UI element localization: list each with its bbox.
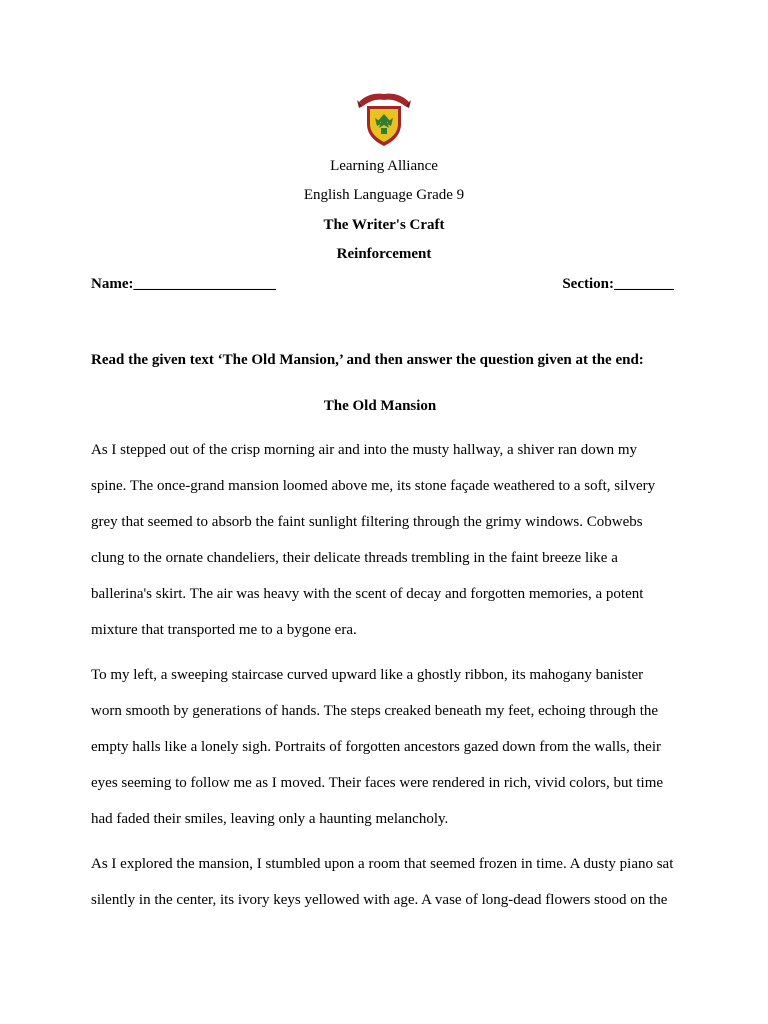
instruction-text: Read the given text ‘The Old Mansion,’ and then answer the question given at the end: — [91, 352, 644, 368]
paragraph-line: mixture that transported me to a bygone era. — [91, 621, 357, 638]
worksheet-subtitle: Reinforcement — [336, 246, 432, 262]
school-name: Learning Alliance — [330, 158, 438, 174]
paragraph-1 — [91, 433, 691, 648]
paragraph-line: ballerina's skirt. The air was heavy with the scent of decay and forgotten memories, a potent — [91, 585, 644, 602]
paragraph-line: eyes seeming to follow me as I moved. Their faces were rendered in rich, vivid colors, but time — [91, 774, 664, 791]
school-crest-icon — [355, 92, 413, 148]
paragraph-line: clung to the ornate chandeliers, their delicate threads trembling in the faint breeze like a — [91, 549, 618, 566]
paragraph-line: grey that seemed to absorb the faint sunlight filtering through the grimy windows. Cobwebs — [91, 513, 643, 530]
paragraph-line: had faded their smiles, leaving only a haunting melancholy. — [91, 810, 449, 827]
paragraph-3 — [91, 847, 691, 919]
subject-grade: English Language Grade 9 — [303, 187, 465, 203]
paragraph-line: empty halls like a lonely sigh. Portraits of forgotten ancestors gazed down from the walls, their — [91, 738, 662, 755]
paragraph-line: To my left, a sweeping staircase curved upward like a ghostly ribbon, its mahogany banister — [91, 667, 644, 683]
passage-title: The Old Mansion — [323, 398, 437, 414]
paragraph-line: silently in the center, its ivory keys yellowed with age. A vase of long-dead flowers stood on the — [91, 891, 668, 908]
worksheet-title: The Writer's Craft — [323, 217, 445, 233]
paragraph-2 — [91, 658, 691, 838]
section-field[interactable]: Section:________ — [562, 276, 674, 292]
paragraph-line: worn smooth by generations of hands. The steps creaked beneath my feet, echoing through the — [91, 702, 659, 719]
paragraph-line: As I stepped out of the crisp morning air and into the musty hallway, a shiver ran down my — [91, 442, 637, 458]
paragraph-line: As I explored the mansion, I stumbled upon a room that seemed frozen in time. A dusty piano sat — [91, 856, 674, 872]
name-field[interactable]: Name:___________________ — [91, 276, 276, 292]
paragraph-line: spine. The once-grand mansion loomed above me, its stone façade weathered to a soft, silvery — [91, 477, 656, 494]
